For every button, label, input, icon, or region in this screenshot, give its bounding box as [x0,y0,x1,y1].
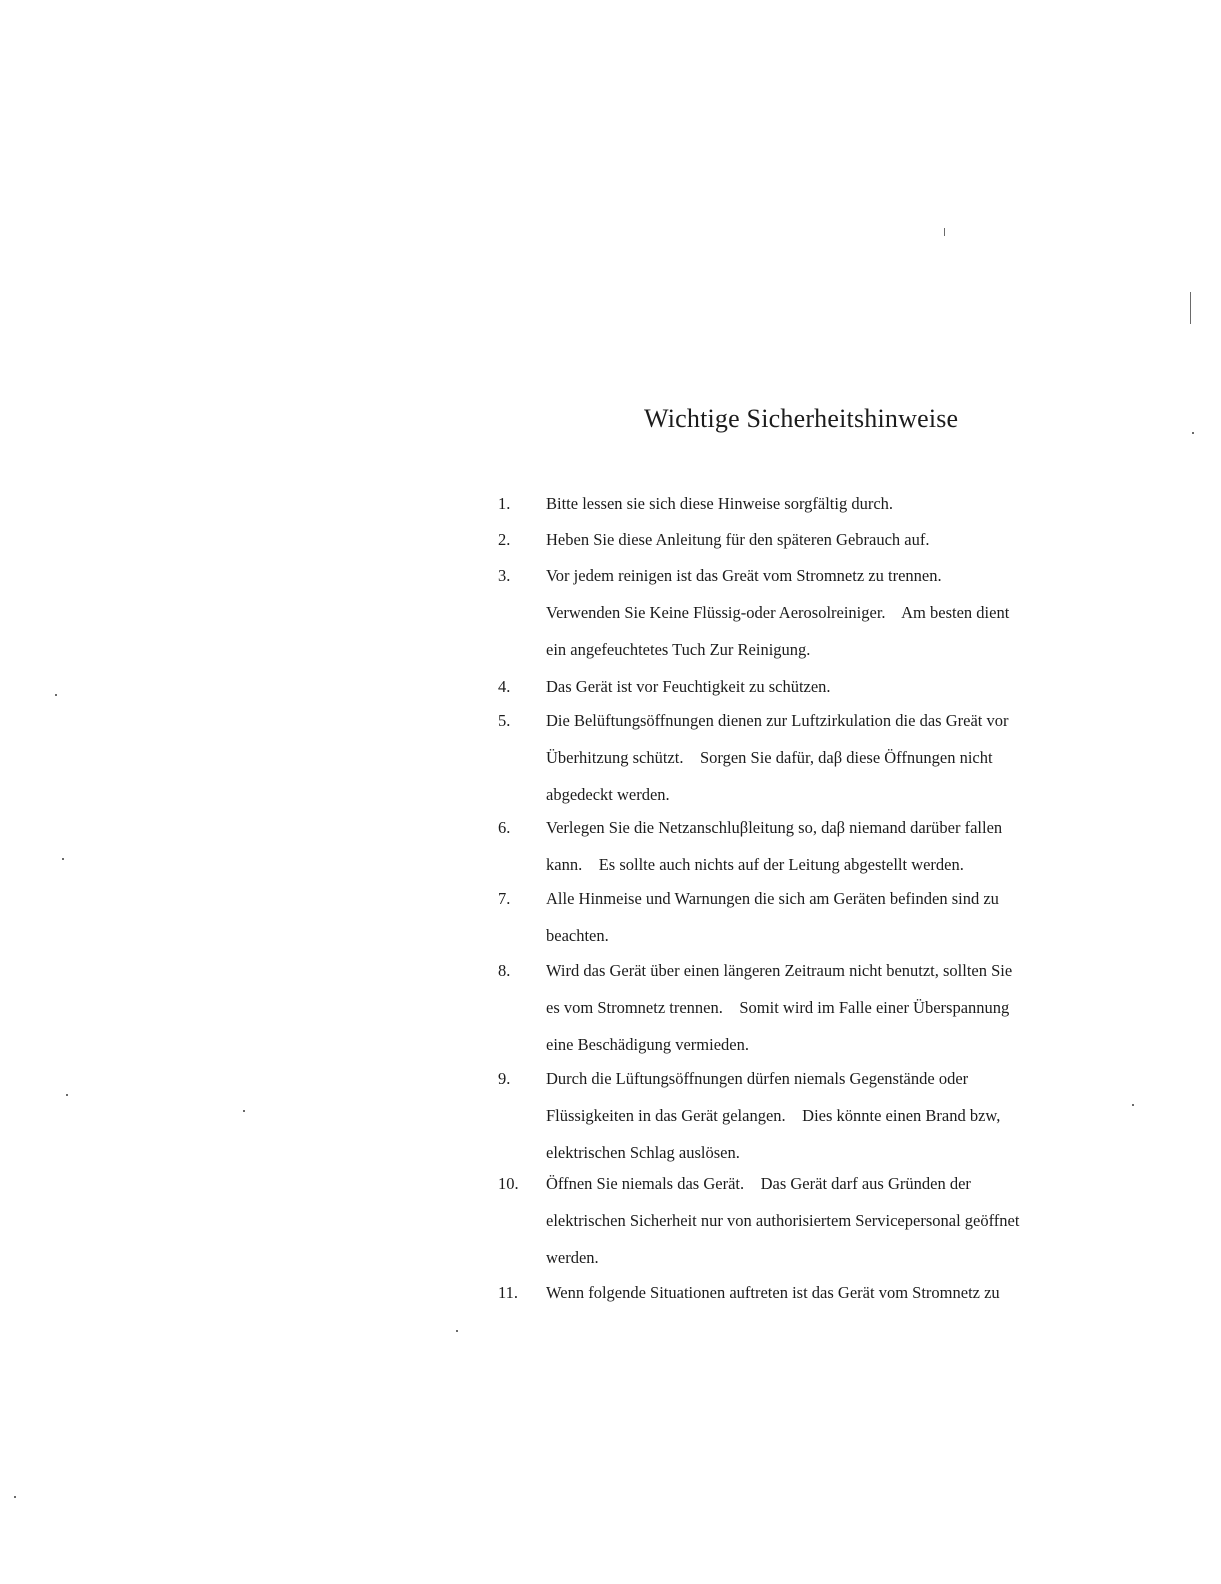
text-line: ein angefeuchtetes Tuch Zur Reinigung. [546,640,811,659]
text-line: Alle Hinmeise und Warnungen die sich am Geräten befinden sind zu [546,889,999,908]
list-item-text [546,809,1126,883]
list-item [498,1165,1138,1276]
list-item-text [546,485,1126,522]
text-line: Überhitzung schützt. Sorgen Sie dafür, daβ diese Öffnungen nicht [546,748,993,767]
text-line: werden. [546,1248,599,1267]
scan-speck [944,228,945,236]
list-item [498,952,1138,1063]
list-item-number: 10. [498,1174,519,1193]
text-line: Öffnen Sie niemals das Gerät. Das Gerät darf aus Gründen der [546,1174,971,1193]
text-line: Wenn folgende Situationen auftreten ist das Gerät vom Stromnetz zu [546,1283,1000,1302]
text-line: Verlegen Sie die Netzanschluβleitung so, daβ niemand darüber fallen [546,818,1003,837]
text-line: Vor jedem reinigen ist das Greät vom Stromnetz zu trennen. [546,566,942,585]
list-item [498,809,1138,883]
list-item [498,521,1138,558]
text-line: abgedeckt werden. [546,785,670,804]
list-item-text [546,702,1126,813]
list-item-number: 5. [498,711,511,730]
text-line: eine Beschädigung vermieden. [546,1035,749,1054]
list-item-number: 2. [498,530,511,549]
list-item-text [546,521,1126,558]
text-line: Verwenden Sie Keine Flüssig-oder Aerosolreiniger. Am besten dient [546,603,1010,622]
list-item-number: 11. [498,1283,519,1302]
list-item [498,668,1138,705]
text-line: Heben Sie diese Anleitung für den späteren Gebrauch auf. [546,530,930,549]
text-line: elektrischen Schlag auslösen. [546,1143,740,1162]
text-line: elektrischen Sicherheit nur von authorisiertem Servicepersonal geöffnet [546,1211,1020,1230]
list-item-text [546,557,1126,668]
scan-speck [456,1330,458,1332]
list-item [498,1274,1138,1311]
list-item-number: 7. [498,889,511,908]
list-item-number: 3. [498,566,511,585]
scan-speck [66,1094,68,1096]
list-item-text [546,1060,1126,1171]
scan-speck [1132,1104,1134,1106]
list-item-text [546,1274,1126,1311]
scan-speck [1192,432,1194,434]
scan-speck [243,1110,245,1112]
text-line: Wird das Gerät über einen längeren Zeitraum nicht benutzt, sollten Sie [546,961,1013,980]
list-item-text [546,952,1126,1063]
list-item [498,880,1138,954]
text-line: kann. Es sollte auch nichts auf der Leitung abgestellt werden. [546,855,964,874]
page-title: Wichtige Sicherheitshinweise [644,404,959,433]
list-item-text [546,668,1126,705]
list-item-number: 1. [498,494,511,513]
list-item [498,485,1138,522]
text-line: Die Belüftungsöffnungen dienen zur Luftzirkulation die das Greät vor [546,711,1009,730]
list-item-number: 8. [498,961,511,980]
text-line: es vom Stromnetz trennen. Somit wird im Falle einer Überspannung [546,998,1010,1017]
text-line: Flüssigkeiten in das Gerät gelangen. Dies könnte einen Brand bzw, [546,1106,1001,1125]
list-item-text [546,1165,1126,1276]
text-line: Bitte lessen sie sich diese Hinweise sorgfältig durch. [546,494,894,513]
scan-speck [62,858,64,860]
text-line: beachten. [546,926,609,945]
list-item-number: 9. [498,1069,511,1088]
list-item [498,702,1138,813]
scan-speck [1190,292,1191,324]
list-item-number: 6. [498,818,511,837]
text-line: Das Gerät ist vor Feuchtigkeit zu schützen. [546,677,831,696]
scan-speck [55,694,57,696]
text-line: Durch die Lüftungsöffnungen dürfen niemals Gegenstände oder [546,1069,969,1088]
list-item [498,1060,1138,1171]
list-item [498,557,1138,668]
list-item-number: 4. [498,677,511,696]
list-item-text [546,880,1126,954]
scan-speck [14,1496,16,1498]
